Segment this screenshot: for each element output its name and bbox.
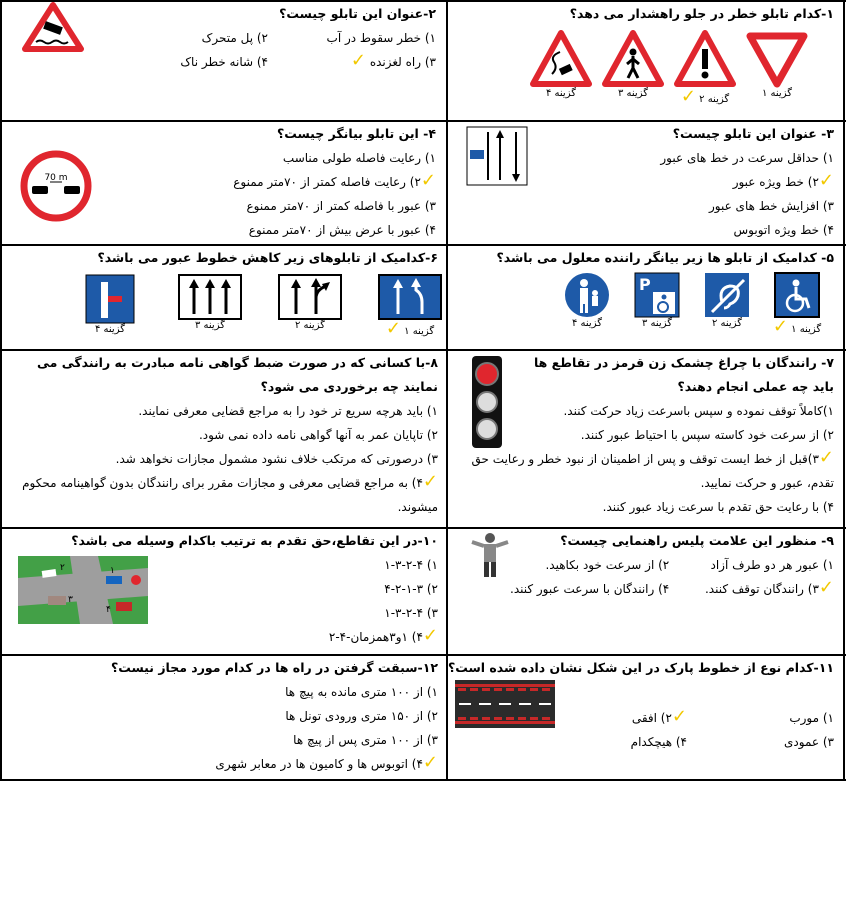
answer-check-mark: ✓ (350, 50, 366, 71)
vehicle-label: ۱ (110, 566, 115, 576)
option[interactable]: ۲) پل متحرک (201, 31, 268, 45)
option[interactable]: ۲) تاپایان عمر به آنها گواهی نامه داده نمی شود. (198, 428, 438, 442)
traffic-police-icon (470, 532, 510, 578)
option[interactable]: ۲) از سرعت خود بکاهید. (545, 558, 670, 572)
wheelchair-icon (774, 272, 820, 318)
option[interactable]: ۲) ۴-۲-۱-۳ (384, 582, 438, 596)
question-title: ۴- این تابلو بیانگر چیست؟ (276, 126, 436, 141)
grid-line (843, 0, 845, 781)
option[interactable]: ۱) ۱-۳-۲-۴ (384, 558, 438, 572)
option[interactable]: ✓۲) افقی (631, 706, 687, 727)
choice-label: گزینه ۳ (642, 318, 672, 329)
question-10 (71, 529, 444, 654)
option[interactable]: ۱) حداقل سرعت در خط های عبور (660, 151, 834, 165)
answer-check-mark: ✓ (385, 318, 401, 339)
question-title: ۸-با کسانی که در صورت ضبط گواهی نامه مبادرت به رانندگی می نمایند چه برخوردی می شود؟ (37, 355, 438, 394)
q6-choice-1[interactable] (360, 274, 460, 338)
question-4 (140, 122, 444, 244)
question-3 (530, 122, 840, 244)
answer-check-mark: ✓ (422, 752, 438, 773)
choice-label: گزینه ۴ (572, 318, 602, 329)
choice-label: گزینه ۴ (95, 324, 125, 335)
vehicle-label: ۳ (68, 595, 73, 605)
option[interactable]: ✓۴) اتوبوس ها و کامیون ها در معابر شهری (215, 752, 438, 773)
q11-options (600, 706, 834, 762)
option[interactable]: ۳) عمودی (784, 735, 834, 749)
yield-sign-icon (746, 30, 808, 88)
q1-choice-1[interactable] (741, 30, 813, 99)
answer-check-mark: ✓ (680, 86, 696, 107)
pedestrian-child-icon (564, 272, 610, 318)
answer-check-mark: ✓ (818, 447, 834, 468)
option[interactable]: ۴) رانندگان با سرعت عبور کنند. (510, 582, 670, 596)
option[interactable]: ✓۲) رعایت فاصله کمتر از ۷۰متر ممنوع (233, 170, 436, 191)
option[interactable]: ✓۳) رانندگان توقف کنند. (704, 577, 834, 598)
choice-label: گزینه ۱ ✓ (772, 316, 822, 337)
option[interactable]: ✓۴) ۱و۳همزمان-۴-۲ (328, 625, 438, 646)
option[interactable]: ✓۲) خط ویژه عبور (732, 170, 834, 191)
option[interactable]: ۳) ۱-۳-۲-۴ (384, 606, 438, 620)
choice-label: گزینه ۲ ✓ (680, 86, 730, 107)
slippery-road-icon (530, 30, 592, 88)
q5-choices (552, 272, 832, 336)
question-title: ۱۰-در این تقاطع،حق تقدم به ترتیب باکدام وسیله می باشد؟ (71, 533, 438, 548)
option[interactable]: ۱) از ۱۰۰ متری مانده به پیچ ها (285, 685, 438, 699)
option[interactable]: ۱)کاملاً توقف نموده و سپس باسرعت زیاد حرکت کنند. (563, 404, 834, 418)
question-title: ۲-عنوان این تابلو چیست؟ (279, 6, 436, 21)
q1-choice-3[interactable] (597, 30, 669, 99)
question-12 (100, 656, 444, 778)
dead-end-lane-icon (85, 274, 135, 324)
disabled-parking-icon (634, 272, 680, 318)
grid-line (0, 779, 846, 781)
option[interactable]: ۴) هیچکدام (630, 735, 687, 749)
question-title: ۱-کدام تابلو خطر در جلو راهشدار می دهد؟ (569, 6, 834, 21)
parking-lines-icon (455, 680, 555, 728)
question-title: ۳- عنوان این تابلو چیست؟ (672, 126, 834, 141)
options-grid (110, 26, 436, 74)
choice-label: گزینه ۱ ✓ (385, 318, 435, 339)
vehicle-label: ۲ (60, 563, 65, 573)
answer-check-mark: ✓ (818, 577, 834, 598)
question-title: ۵- کدامیک از تابلو ها زیر بیانگر راننده معلول می باشد؟ (496, 250, 834, 265)
q6-choices (60, 274, 460, 338)
option[interactable]: ۲) از ۱۵۰ متری ورودی تونل ها (285, 709, 438, 723)
option[interactable]: ۱) عبور هر دو طرف آزاد (710, 558, 834, 572)
options-grid (600, 706, 834, 754)
question-title: ۱۱-کدام نوع از خطوط پارک در این شکل نشان داده شده است؟ (448, 660, 834, 675)
bus-lane-icon (466, 126, 528, 186)
answer-check-mark: ✓ (772, 316, 788, 337)
hearing-impaired-icon (704, 272, 750, 318)
answer-check-mark: ✓ (422, 471, 438, 492)
option[interactable]: ۴) عبور با عرض بیش از ۷۰متر ممنوع (248, 223, 436, 237)
lane-split-icon (278, 274, 342, 320)
option[interactable]: ۳) عبور با فاصله کمتر از ۷۰متر ممنوع (246, 199, 436, 213)
q5-choice-3[interactable] (622, 272, 692, 329)
question-2 (110, 2, 444, 120)
choice-label: گزینه ۱ (762, 88, 792, 99)
q5-choice-1[interactable] (762, 272, 832, 336)
option[interactable]: ۱) رعایت فاصله طولی مناسب (282, 151, 436, 165)
three-lanes-icon (178, 274, 242, 320)
question-8 (4, 351, 444, 527)
answer-check-mark: ✓ (818, 170, 834, 191)
option[interactable]: ۳) افزایش خط های عبور (708, 199, 834, 213)
q6-choice-2[interactable] (260, 274, 360, 331)
answer-check-mark: ✓ (420, 170, 436, 191)
q5-choice-2[interactable] (692, 272, 762, 329)
options-grid (510, 553, 834, 601)
answer-check-mark: ✓ (671, 706, 687, 727)
option[interactable]: ۱) مورب (789, 711, 834, 725)
option[interactable]: ✓۴) به مراجع قضایی معرفی و مجازات مقرر برای رانندگان بدون گواهینامه محکوم میشوند. (22, 471, 438, 514)
question-7 (450, 351, 840, 527)
lane-merge-icon (378, 274, 442, 320)
q6-choice-3[interactable] (160, 274, 260, 331)
intersection-illustration (18, 556, 148, 624)
question-title: ۹- منظور این علامت پلیس راهنمایی چیست؟ (560, 533, 834, 548)
choice-label: گزینه ۲ (295, 320, 325, 331)
option[interactable]: ۴) خط ویژه اتوبوس (733, 223, 834, 237)
svg-text:P: P (639, 275, 651, 294)
q5-choice-4[interactable] (552, 272, 622, 329)
q6-choice-4[interactable] (60, 274, 160, 335)
option[interactable]: ۴) شانه خطر ناک (180, 55, 268, 69)
question-title: ۱۲-سبقت گرفتن در راه ها در کدام مورد مجاز نیست؟ (110, 660, 438, 675)
option[interactable]: ۲) از سرعت خود کاسته سپس با احتیاط عبور کنند. (580, 428, 834, 442)
option[interactable]: ۳) از ۱۰۰ متری پس از پیچ ها (293, 733, 438, 747)
q1-choices (525, 30, 813, 106)
traffic-light-icon (470, 354, 504, 450)
question-title: ۶-کدامیک از تابلوهای زیر کاهش خطوط عبور می باشد؟ (97, 250, 438, 265)
question-title: ۷- رانندگان با چراغ چشمک زن قرمز در تقاطع ها باید چه عملی انجام دهند؟ (533, 355, 834, 394)
sign-distance-text: 70 m (44, 173, 68, 183)
option[interactable]: ۱) باید هرچه سریع تر خود را به مراجع قضایی معرفی نمایند. (138, 404, 438, 418)
option[interactable]: ۱) خطر سقوط در آب (326, 31, 436, 45)
option[interactable]: ۳) درصورتی که مرتکب خلاف نشود مشمول مجازات نخواهد شد. (115, 452, 438, 466)
car-falling-water-icon (22, 2, 84, 52)
q1-choice-4[interactable] (525, 30, 597, 99)
choice-label: گزینه ۲ (712, 318, 742, 329)
choice-label: گزینه ۴ (546, 88, 576, 99)
option[interactable]: ۴) با رعایت حق تقدم با سرعت زیاد عبور کنند. (602, 500, 834, 514)
pedestrian-warning-icon (602, 30, 664, 88)
minimum-distance-icon (20, 150, 92, 222)
exclamation-warning-icon (674, 30, 736, 88)
choice-label: گزینه ۳ (618, 88, 648, 99)
question-9 (510, 529, 840, 654)
q1-choice-2[interactable] (669, 30, 741, 106)
grid-line (0, 0, 2, 781)
vehicle-label: ۴ (106, 605, 111, 615)
option[interactable]: ✓۳)قبل از خط ایست توقف و پس از اطمینان از نبود خطر و رعایت حق تقدم، عبور و حرکت نمایید. (471, 447, 834, 490)
option[interactable]: ۳) راه لغزنده ✓ (350, 50, 436, 71)
choice-label: گزینه ۳ (195, 320, 225, 331)
answer-check-mark: ✓ (422, 625, 438, 646)
